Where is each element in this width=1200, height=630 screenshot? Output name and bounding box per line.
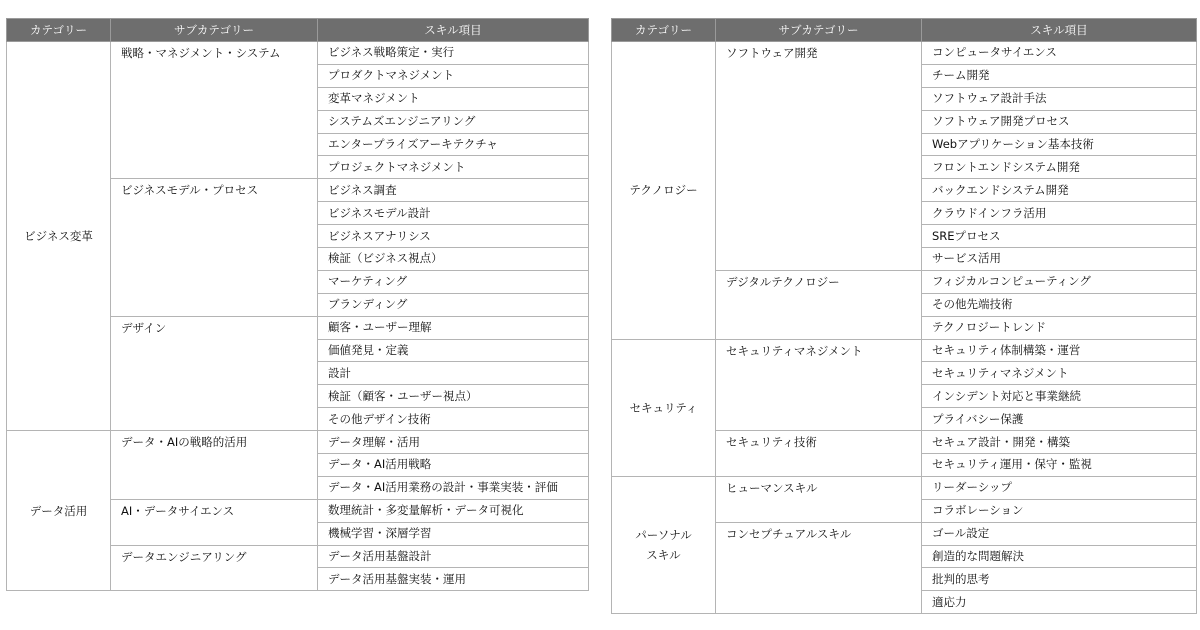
skill-item-cell: プロダクトマネジメント <box>318 64 589 87</box>
skill-item-cell: エンタープライズアーキテクチャ <box>318 133 589 156</box>
skill-item-cell: ビジネス調査 <box>318 179 589 202</box>
table-header-row <box>612 19 1197 42</box>
skill-item-cell: コンピュータサイエンス <box>922 42 1197 65</box>
skill-item-cell: その他デザイン技術 <box>318 408 589 431</box>
skill-item-cell: 検証（ビジネス視点） <box>318 248 589 271</box>
subcategory-cell: データエンジニアリング <box>111 545 318 591</box>
skill-item-cell: フロントエンドシステム開発 <box>922 156 1197 179</box>
header-category: カテゴリー <box>612 19 716 42</box>
skill-item-cell: リーダーシップ <box>922 476 1197 499</box>
skill-item-cell: 顧客・ユーザー理解 <box>318 316 589 339</box>
skill-item-cell: システムズエンジニアリング <box>318 110 589 133</box>
skills-table-left <box>6 18 589 591</box>
skill-item-cell: ソフトウェア設計手法 <box>922 87 1197 110</box>
subcategory-cell: ソフトウェア開発 <box>716 42 922 271</box>
header-subcategory: サブカテゴリー <box>716 19 922 42</box>
table-row <box>7 42 589 65</box>
subcategory-cell: データ・AIの戦略的活用 <box>111 431 318 500</box>
table-row <box>612 42 1197 65</box>
header-skill: スキル項目 <box>318 19 589 42</box>
category-cell: セキュリティ <box>612 339 716 476</box>
category-cell: データ活用 <box>7 431 111 591</box>
skill-item-cell: 設計 <box>318 362 589 385</box>
skill-item-cell: セキュリティマネジメント <box>922 362 1197 385</box>
skill-item-cell: ビジネス戦略策定・実行 <box>318 42 589 65</box>
header-category: カテゴリー <box>7 19 111 42</box>
skill-item-cell: マーケティング <box>318 270 589 293</box>
skill-item-cell: コラボレーション <box>922 499 1197 522</box>
skill-item-cell: テクノロジートレンド <box>922 316 1197 339</box>
subcategory-cell: デジタルテクノロジー <box>716 270 922 339</box>
skill-item-cell: データ活用基盤実装・運用 <box>318 568 589 591</box>
header-subcategory: サブカテゴリー <box>111 19 318 42</box>
skill-item-cell: データ理解・活用 <box>318 431 589 454</box>
skill-item-cell: ソフトウェア開発プロセス <box>922 110 1197 133</box>
table-row <box>612 476 1197 499</box>
skill-item-cell: チーム開発 <box>922 64 1197 87</box>
subcategory-cell: コンセプチュアルスキル <box>716 522 922 614</box>
table-row <box>612 339 1197 362</box>
skill-item-cell: セキュリティ体制構築・運営 <box>922 339 1197 362</box>
skill-item-cell: 変革マネジメント <box>318 87 589 110</box>
skill-item-cell: 適応力 <box>922 591 1197 614</box>
skill-item-cell: Webアプリケーション基本技術 <box>922 133 1197 156</box>
skill-item-cell: データ・AI活用業務の設計・事業実装・評価 <box>318 476 589 499</box>
skill-item-cell: セキュリティ運用・保守・監視 <box>922 454 1197 477</box>
skill-item-cell: インシデント対応と事業継続 <box>922 385 1197 408</box>
skill-item-cell: ブランディング <box>318 293 589 316</box>
skill-item-cell: ゴール設定 <box>922 522 1197 545</box>
skill-item-cell: 数理統計・多変量解析・データ可視化 <box>318 499 589 522</box>
skill-item-cell: 批判的思考 <box>922 568 1197 591</box>
skill-item-cell: サービス活用 <box>922 248 1197 271</box>
category-cell: ビジネス変革 <box>7 42 111 431</box>
skill-item-cell: その他先端技術 <box>922 293 1197 316</box>
skills-table-right <box>611 18 1197 614</box>
skill-item-cell: クラウドインフラ活用 <box>922 202 1197 225</box>
subcategory-cell: AI・データサイエンス <box>111 499 318 545</box>
skill-item-cell: 価値発見・定義 <box>318 339 589 362</box>
subcategory-cell: ヒューマンスキル <box>716 476 922 522</box>
table-row <box>7 431 589 454</box>
subcategory-cell: ビジネスモデル・プロセス <box>111 179 318 316</box>
subcategory-cell: デザイン <box>111 316 318 430</box>
skill-item-cell: 検証（顧客・ユーザー視点） <box>318 385 589 408</box>
table-body <box>7 42 589 591</box>
skill-item-cell: プライバシー保護 <box>922 408 1197 431</box>
skill-item-cell: ビジネスアナリシス <box>318 225 589 248</box>
skill-item-cell: フィジカルコンピューティング <box>922 270 1197 293</box>
skill-item-cell: 機械学習・深層学習 <box>318 522 589 545</box>
category-cell: テクノロジー <box>612 42 716 340</box>
table-body <box>612 42 1197 614</box>
skill-item-cell: データ・AI活用戦略 <box>318 454 589 477</box>
skill-item-cell: データ活用基盤設計 <box>318 545 589 568</box>
skill-item-cell: SREプロセス <box>922 225 1197 248</box>
subcategory-cell: 戦略・マネジメント・システム <box>111 42 318 179</box>
skill-item-cell: セキュア設計・開発・構築 <box>922 431 1197 454</box>
subcategory-cell: セキュリティ技術 <box>716 431 922 477</box>
skill-item-cell: プロジェクトマネジメント <box>318 156 589 179</box>
skill-item-cell: バックエンドシステム開発 <box>922 179 1197 202</box>
category-cell: パーソナル スキル <box>612 476 716 613</box>
table-header-row <box>7 19 589 42</box>
skill-item-cell: ビジネスモデル設計 <box>318 202 589 225</box>
header-skill: スキル項目 <box>922 19 1197 42</box>
skill-item-cell: 創造的な問題解決 <box>922 545 1197 568</box>
subcategory-cell: セキュリティマネジメント <box>716 339 922 431</box>
